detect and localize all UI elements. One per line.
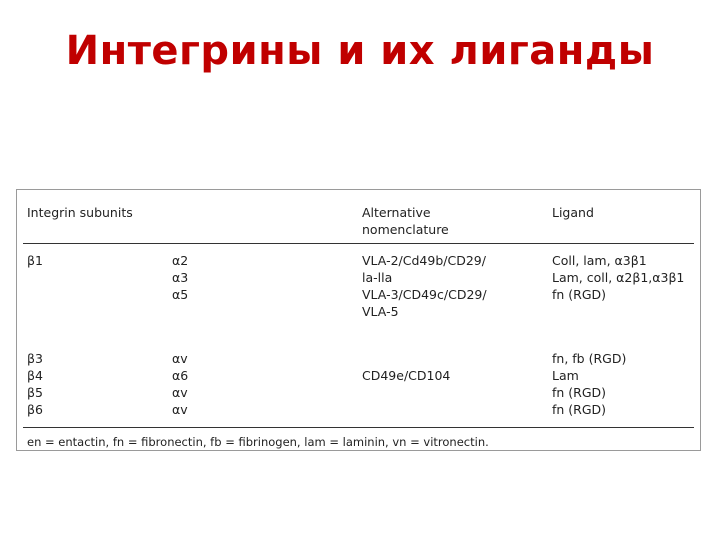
group2-ligands [552,350,626,418]
footer-divider [23,427,694,428]
group2-alternative [362,350,450,418]
alternative-cell: VLA-5 [362,304,399,319]
beta-cell: β6 [27,402,43,417]
alpha-cell: αv [172,402,188,417]
ligand-cell: fn, fb (RGD) [552,351,627,366]
slide-title: Интегрины и их лиганды [65,28,655,74]
alternative-cell: la-lla [362,270,393,285]
ligand-cell: Lam [552,368,579,383]
beta-cell: β5 [27,385,43,400]
header-alternative-line1: Alternative [362,205,431,220]
alternative-cell: VLA-2/Cd49b/CD29/ [362,253,486,268]
alpha-cell: α2 [172,253,189,268]
group1-ligands [552,252,684,303]
group2-betas [27,350,43,418]
ligand-cell: Coll, lam, α3β1 [552,253,647,268]
alternative-cell: CD49e/CD104 [362,368,451,383]
alternative-cell [362,401,450,418]
group1-alternative [362,252,487,320]
group1-alphas [172,252,188,303]
alpha-cell: α6 [172,368,189,383]
alpha-cell: αv [172,385,188,400]
group1-beta: β1 [27,253,43,268]
alternative-cell: VLA-3/CD49c/CD29/ [362,287,487,302]
ligand-cell: Lam, coll, α2β1,α3β1 [552,270,685,285]
alternative-cell [362,350,450,367]
beta-cell: β3 [27,351,43,366]
ligand-cell: fn (RGD) [552,385,607,400]
alpha-cell: α5 [172,287,189,302]
alternative-cell [362,384,450,401]
header-alternative-line2: nomenclature [362,222,449,237]
integrin-table [16,189,701,451]
header-integrin-subunits: Integrin subunits [27,205,133,220]
table-footnote: en = entactin, fn = fibronectin, fb = fibrinogen, lam = laminin, vn = vitronectin. [27,435,489,449]
header-alternative-nomenclature [362,204,449,238]
header-divider [23,243,694,244]
group2-alphas [172,350,188,418]
header-ligand: Ligand [552,205,594,220]
ligand-cell: fn (RGD) [552,402,607,417]
alpha-cell: α3 [172,270,189,285]
beta-cell: β4 [27,368,43,383]
alpha-cell: αv [172,351,188,366]
ligand-cell: fn (RGD) [552,287,607,302]
